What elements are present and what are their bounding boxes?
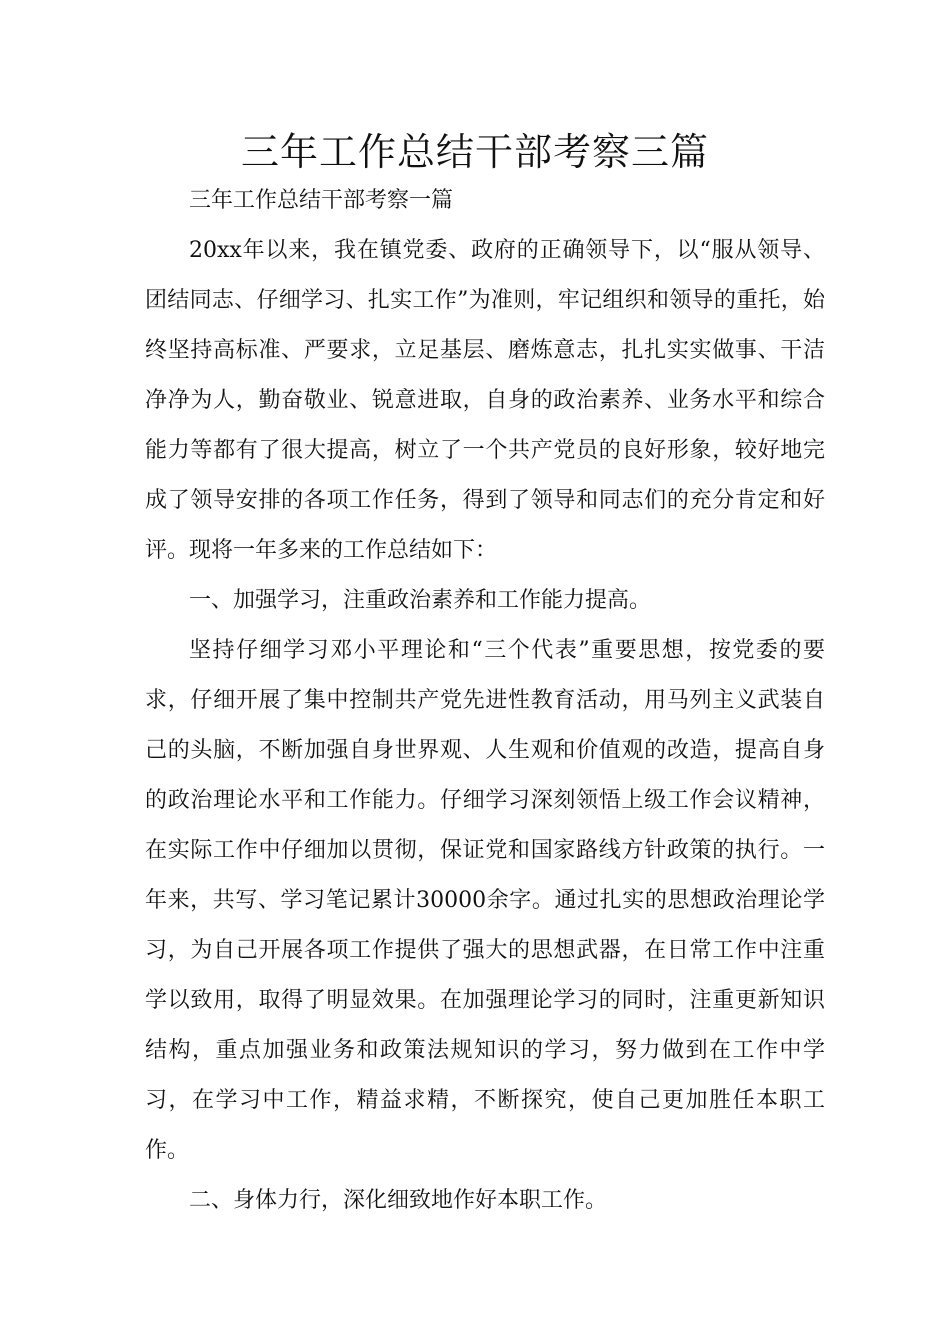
- section-1-paragraph: 坚持仔细学习邓小平理论和“三个代表”重要思想，按党委的要求，仔细开展了集中控制共产党先进性教育活动，用马列主义武装自己的头脑，不断加强自身世界观、人生观和价值观的改造，提高自身的政治理论水平和工作能力。仔细学习深刻领悟上级工作会议精神，在实际工作中仔细加以贯彻，保证党和国家路线方针政策的执行。一年来，共写、学习笔记累计30000余字。通过扎实的思想政治理论学习，为自己开展各项工作提供了强大的思想武器，在日常工作中注重学以致用，取得了明显效果。在加强理论学习的同时，注重更新知识结构，重点加强业务和政策法规知识的学习，努力做到在工作中学习，在学习中工作，精益求精，不断探究，使自己更加胜任本职工作。: [145, 638, 825, 1163]
- document-title: 三年工作总结干部考察三篇: [240, 130, 709, 174]
- section-heading-1: 一、加强学习，注重政治素养和工作能力提高。: [189, 588, 652, 613]
- intro-paragraph: 20xx年以来，我在镇党委、政府的正确领导下，以“服从领导、团结同志、仔细学习、扎实工作”为准则，牢记组织和领导的重托，始终坚持高标准、严要求，立足基层、磨炼意志，扎扎实实做事、干洁净净为人，勤奋敬业、锐意进取，自身的政治素养、业务水平和综合能力等都有了很大提高，树立了一个共产党员的良好形象，较好地完成了领导安排的各项工作任务，得到了领导和同志们的充分肯定和好评。现将一年多来的工作总结如下：: [145, 238, 825, 563]
- section-heading-2: 二、身体力行，深化细致地作好本职工作。: [189, 1188, 608, 1213]
- document-body: [145, 176, 825, 1226]
- subtitle-paragraph: 三年工作总结干部考察一篇: [189, 188, 454, 213]
